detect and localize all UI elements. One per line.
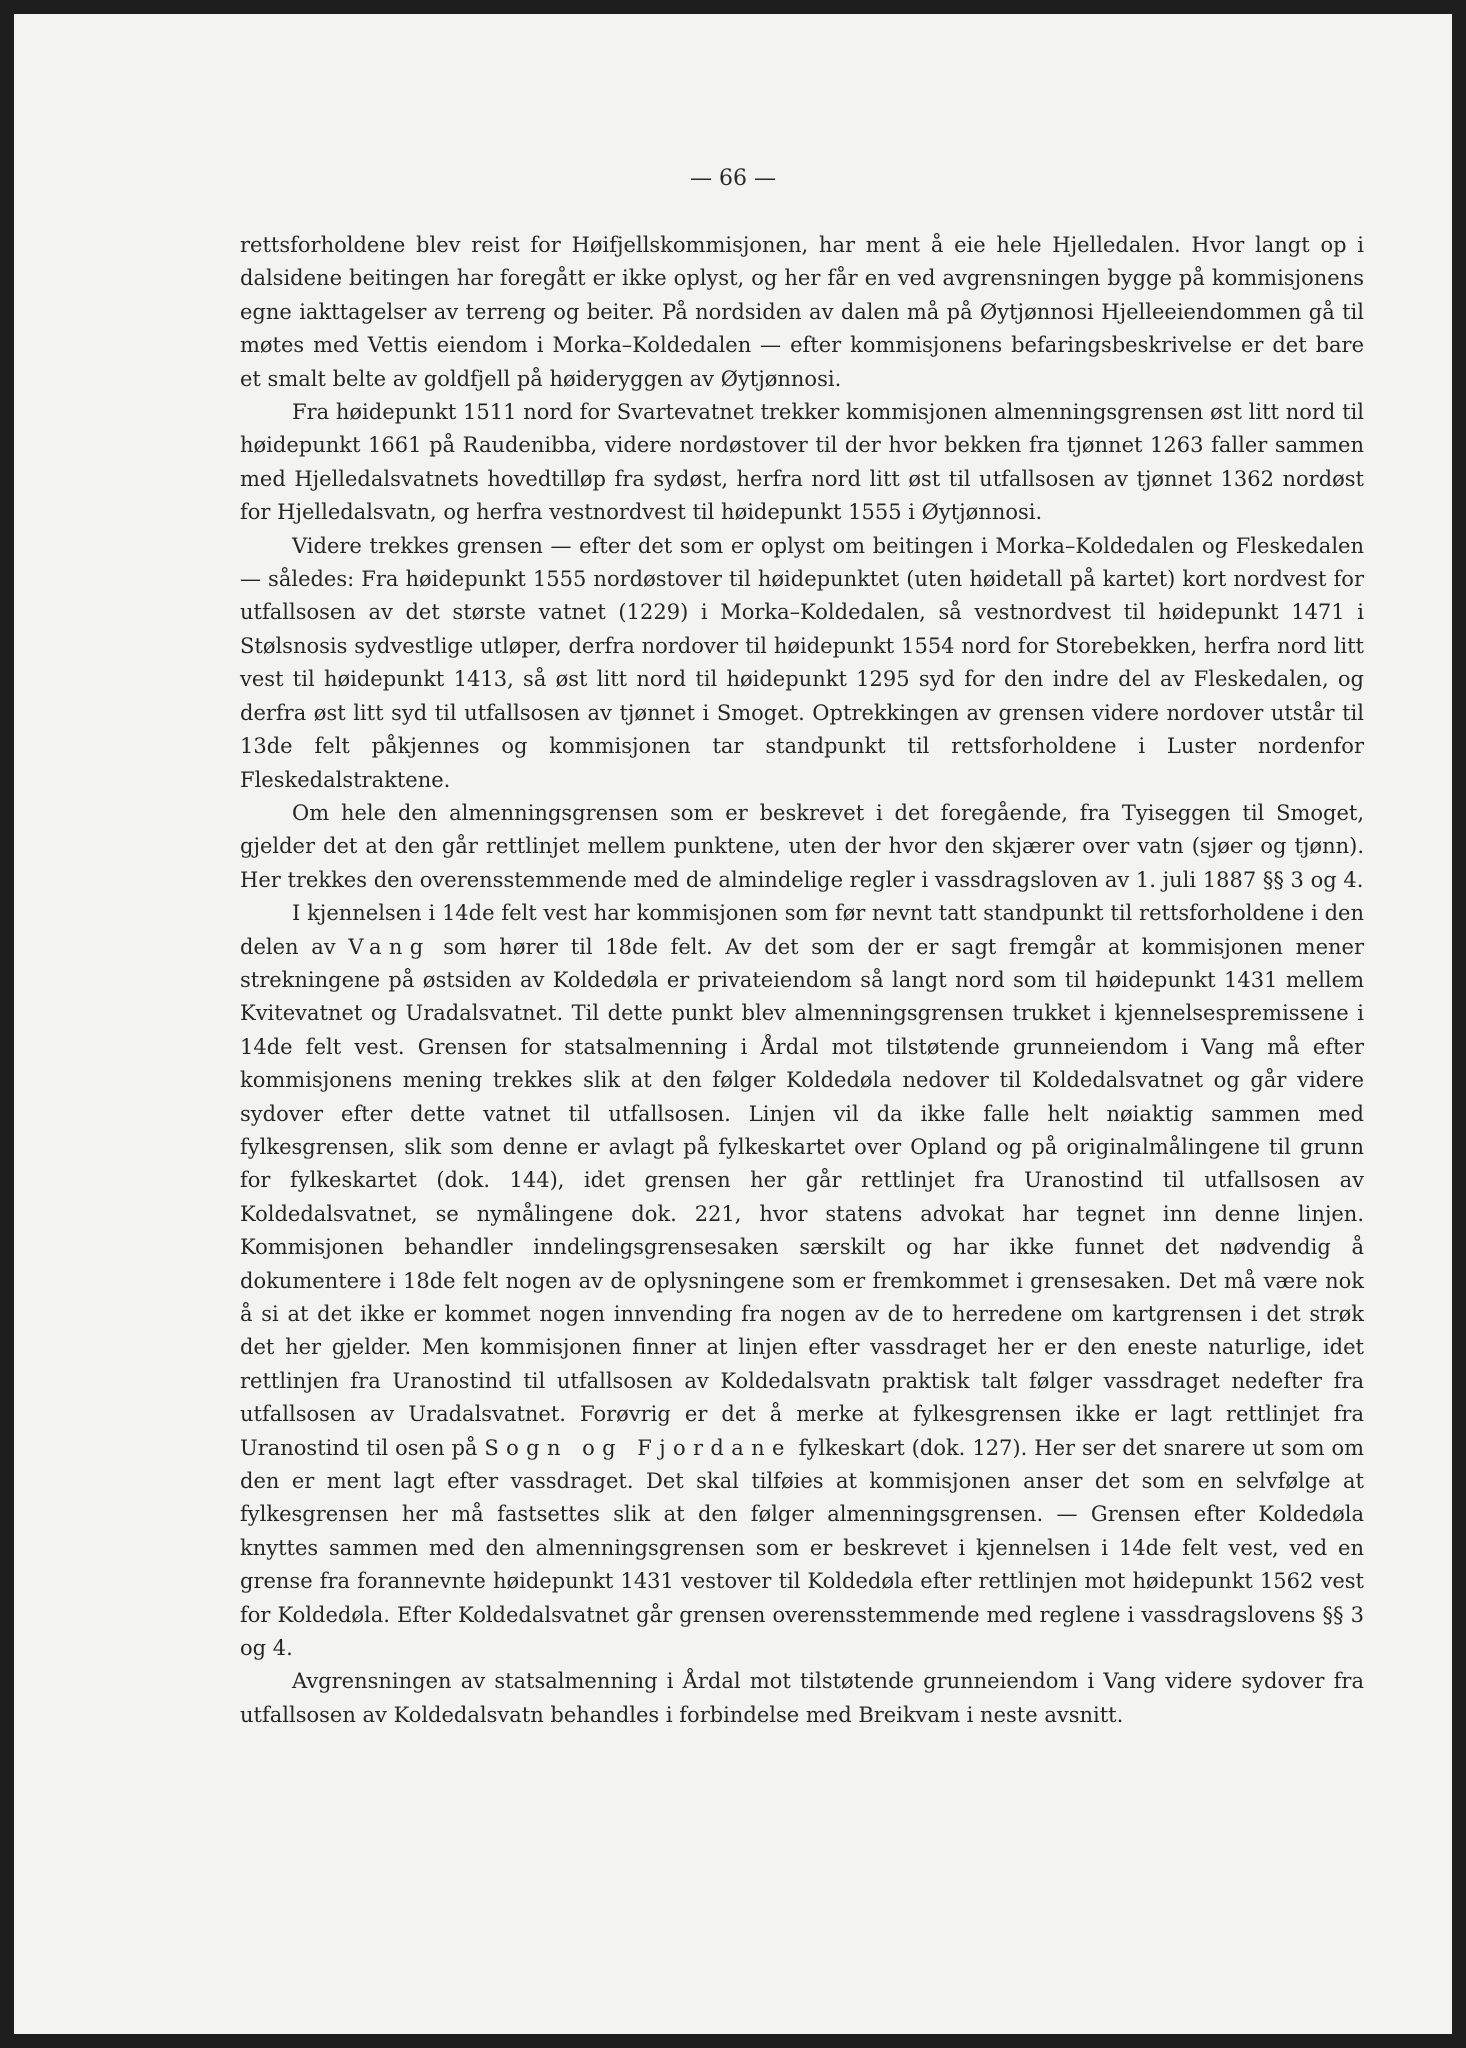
body-text: [240, 229, 1364, 1732]
paragraph-continuation: rettsforholdene blev reist for Høifjellskommisjonen, har ment å eie hele Hjelledalen. Hvor langt op i dalsidene beitingen har foregått er ikke oplyst, og her får en ved avgrensningen bygge på kommisjonens egne iakttagelser av terreng og beiter. På nordsiden av dalen må på Øytjønnosi Hjelleeiendommen gå til møtes med Vettis eiendom i Morka–Koldedalen — efter kommisjonens befaringsbeskrivelse er det bare et smalt belte av goldfjell på høideryggen av Øytjønnosi.: [240, 233, 1364, 391]
document-page: [14, 14, 1452, 2034]
page-number: — 66 —: [690, 166, 776, 191]
paragraph-fleskedalen: Videre trekkes grensen — efter det som er oplyst om beitingen i Morka–Koldedalen og Fleskedalen — således: Fra høidepunkt 1555 nordøstover til høidepunktet (uten høidetall på kartet) kort nordvest for utfallsosen av det største vatnet (1229) i Morka–Koldedalen, så vestnordvest til høidepunkt 1471 i Stølsnosis sydvestlige utløper, derfra nordover til høidepunkt 1554 nord for Storebekken, herfra nord litt vest til høidepunkt 1413, så øst litt nord til høidepunkt 1295 syd for den indre del av Fleskedalen, og derfra øst litt syd til utfallsosen av tjønnet i Smoget. Optrekkingen av grensen videre nordover utstår til 13de felt påkjennes og kommisjonen tar standpunkt til rettsforholdene i Luster nordenfor Fleskedalstraktene.: [240, 533, 1364, 792]
paragraph-text: som hører til 18de felt. Av det som der er sagt fremgår at kommisjonen mener strekningene på østsiden av Koldedøla er privateiendom så langt nord som til høidepunkt 1431 mellem Kvitevatnet og Uradalsvatnet. Til dette punkt blev almenningsgrensen trukket i kjennelsespremissene i 14de felt vest. Grensen for statsalmenning i Årdal mot tilstøtende grunneiendom i Vang må efter kommisjonens mening trekkes slik at den følger Koldedøla nedover til Koldedalsvatnet og går videre sydover efter dette vatnet til utfallsosen. Linjen vil da ikke falle helt nøiaktig sammen med fylkesgrensen, slik som denne er avlagt på fylkeskartet over Opland og på originalmålingene til grunn for fylkeskartet (dok. 144), idet grensen her går rettlinjet fra Uranostind til utfallsosen av Koldedalsvatnet, se nymålingene dok. 221, hvor statens advokat har tegnet inn denne linjen. Kommisjonen behandler inndelingsgrensesaken særskilt og har ikke funnet det nødvendig å dokumentere i 18de felt nogen av de oplysningene som er fremkommet i grensesaken. Det må være nok å si at det ikke er kommet nogen innvending fra nogen av de to herredene om kartgrensen i det strøk det her gjelder. Men kommisjonen finner at linjen efter vassdraget her er den eneste naturlige, idet rettlinjen fra Uranostind til utfallsosen av Koldedalsvatn praktisk talt følger vassdraget nedefter fra utfallsosen av Uradalsvatnet. Forøvrig er det å merke at fylkesgrensen ikke er lagt rettlinjet fra Uranostind til osen på: [240, 934, 1364, 1460]
place-name-spaced: Sogn og Fjordane: [484, 1435, 792, 1460]
paragraph-vang-koldedola: [240, 897, 1364, 1665]
paragraph-text: fylkeskart (dok. 127). Her ser det snarere ut som om den er ment lagt efter vassdraget. Det skal tilføies at kommisjonen anser det som en selvfølge at fylkesgrensen her må fastsettes slik at den følger almenningsgrensen. — Grensen efter Koldedøla knyttes sammen med den almenningsgrensen som er beskrevet i kjennelsen i 14de felt vest, ved en grense fra forannevnte høidepunkt 1431 vestover til Koldedøla efter rettlinjen mot høidepunkt 1562 vest for Koldedøla. Efter Koldedalsvatnet går grensen overensstemmende med reglene i vassdragslovens §§ 3 og 4.: [240, 1435, 1365, 1661]
place-name-spaced: Vang: [348, 934, 431, 959]
paragraph-text: I kjennelsen i 14de felt vest har kommisjonen som før nevnt tatt standpunkt til rettsforholdene i den delen av: [240, 901, 1364, 959]
paragraph-svartevatnet: Fra høidepunkt 1511 nord for Svartevatnet trekker kommisjonen almenningsgrensen øst litt nord til høidepunkt 1661 på Raudenibba, videre nordøstover til der hvor bekken fra tjønnet 1263 faller sammen med Hjelledalsvatnets hovedtilløp fra sydøst, herfra nord litt øst til utfallsosen av tjønnet 1362 nordøst for Hjelledalsvatn, og herfra vestnordvest til høidepunkt 1555 i Øytjønnosi.: [240, 400, 1364, 525]
paragraph-avgrensningen: Avgrensningen av statsalmenning i Årdal mot tilstøtende grunneiendom i Vang videre sydover fra utfallsosen av Koldedalsvatn behandles i forbindelse med Breikvam i neste avsnitt.: [240, 1669, 1364, 1727]
paragraph-tyiseggen-smoget: Om hele den almenningsgrensen som er beskrevet i det foregående, fra Tyiseggen til Smoget, gjelder det at den går rettlinjet mellem punktene, uten der hvor den skjærer over vatn (sjøer og tjønn). Her trekkes den overensstemmende med de almindelige regler i vassdragsloven av 1. juli 1887 §§ 3 og 4.: [240, 800, 1364, 892]
